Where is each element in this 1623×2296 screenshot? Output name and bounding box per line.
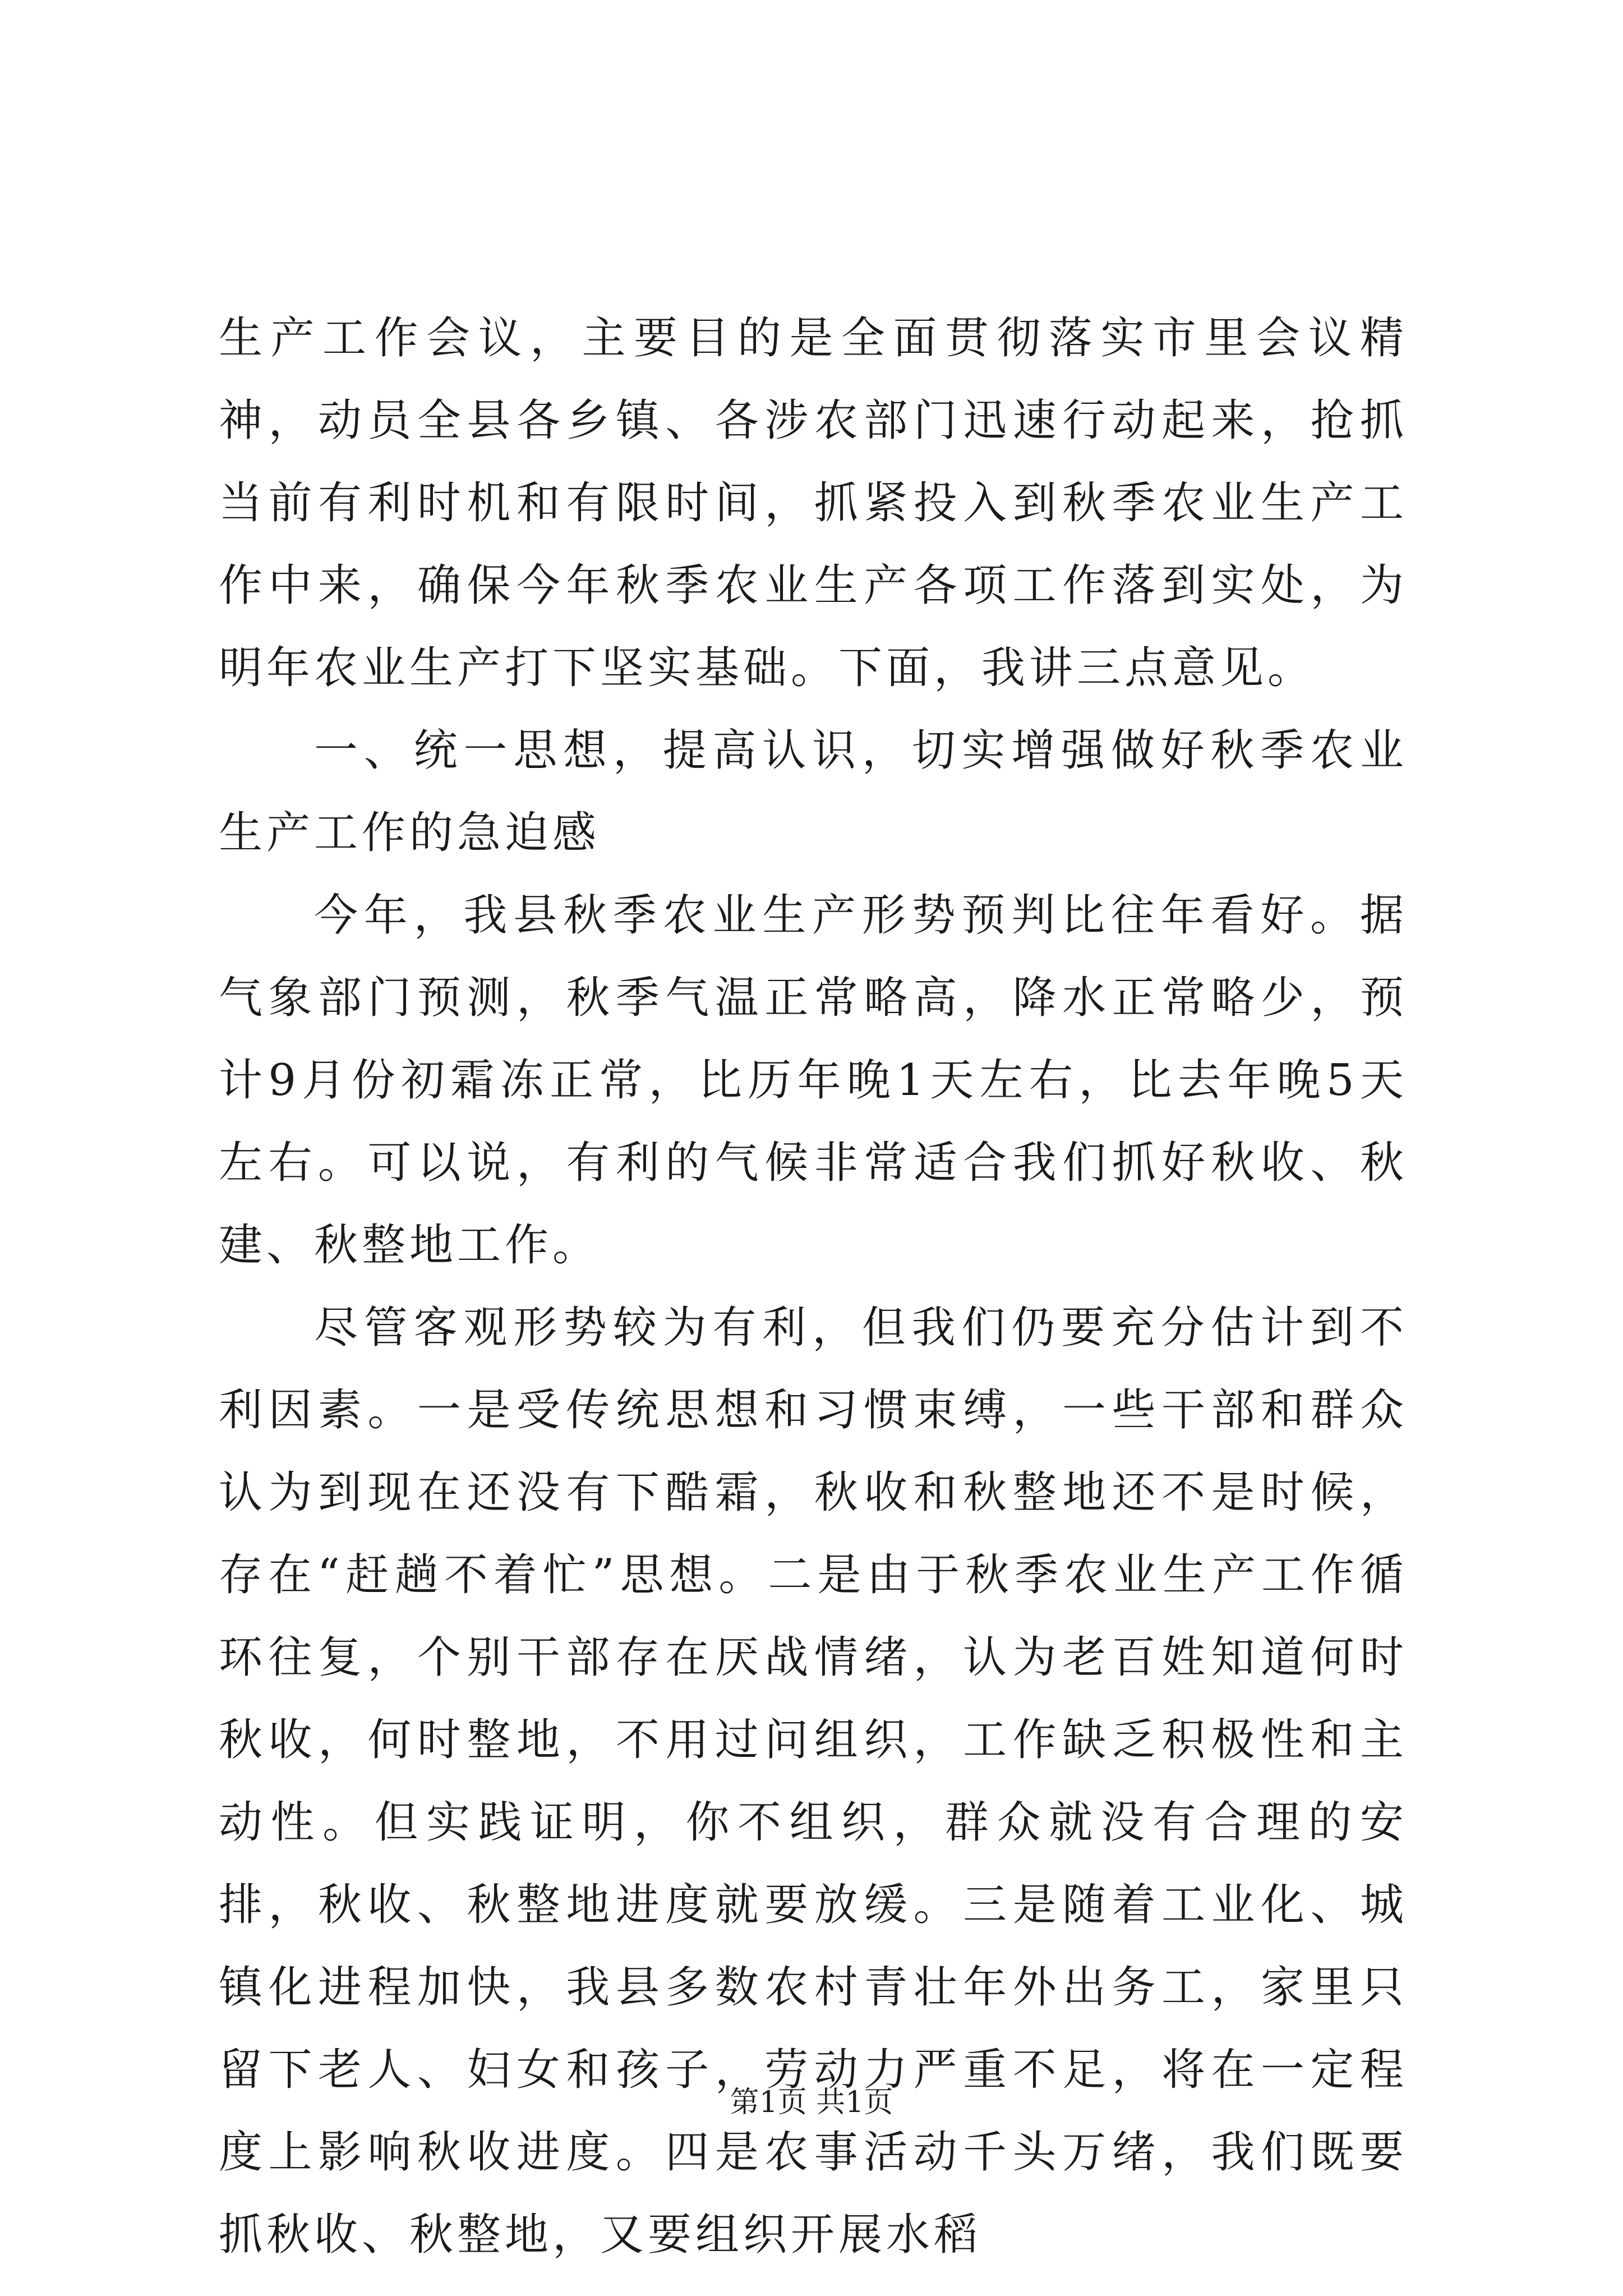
section-heading-one: 一、统一思想，提高认识，切实增强做好秋季农业生产工作的急迫感 [219, 725, 1408, 858]
paragraph-weather: 今年，我县秋季农业生产形势预判比往年看好。据气象部门预测，秋季气温正常略高，降水正常略少，预计9月份初霜冻正常，比历年晚1天左右，比去年晚5天左右。可以说，有利的气候非常适合我们抓好秋收、秋建、秋整地工作。 [219, 890, 1408, 1271]
page-footer: 第1页 共1页 [730, 2086, 893, 2119]
paragraph-intro: 生产工作会议，主要目的是全面贯彻落实市里会议精神，动员全县各乡镇、各涉农部门迅速行动起来，抢抓当前有利时机和有限时间，抓紧投入到秋季农业生产工作中来，确保今年秋季农业生产各项工作落到实处，为明年农业生产打下坚实基础。下面，我讲三点意见。 [219, 313, 1408, 693]
document-body [219, 297, 1408, 2276]
paragraph-unfavorable-factors: 尽管客观形势较为有利，但我们仍要充分估计到不利因素。一是受传统思想和习惯束缚，一些干部和群众认为到现在还没有下酷霜，秋收和秋整地还不是时候，存在“赶趟不着忙”思想。二是由于秋季农业生产工作循环往复，个别干部存在厌战情绪，认为老百姓知道何时秋收，何时整地，不用过问组织，工作缺乏积极性和主动性。但实践证明，你不组织，群众就没有合理的安排，秋收、秋整地进度就要放缓。三是随着工业化、城镇化进程加快，我县多数农村青壮年外出务工，家里只留下老人、妇女和孩子，劳动力严重不足，将在一定程度上影响秋收进度。四是农事活动千头万绪，我们既要抓秋收、秋整地，又要组织开展水稻 [219, 1303, 1408, 2260]
